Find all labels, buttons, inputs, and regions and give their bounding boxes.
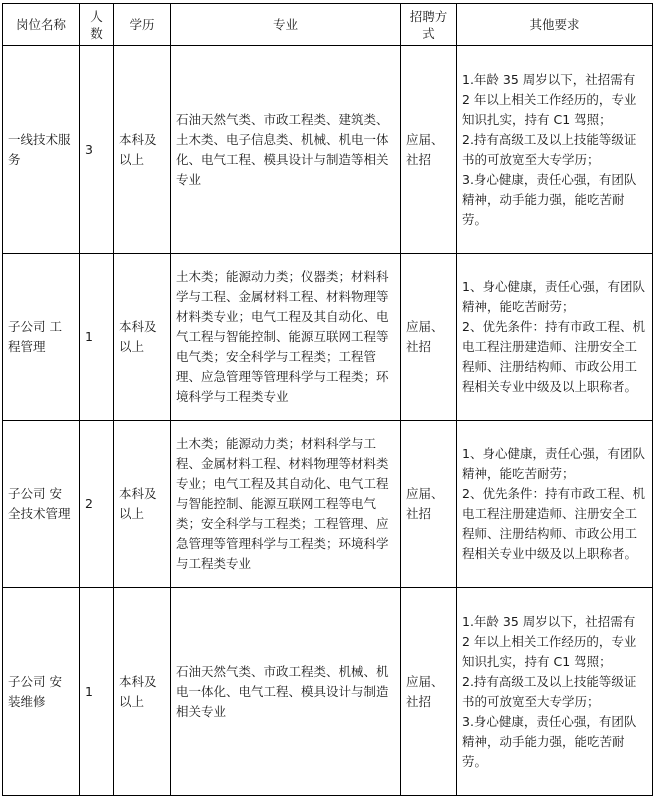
position-cell: 子公司 安全技术管理: [3, 421, 80, 588]
position-cell: 子公司 工程管理: [3, 254, 80, 421]
requirement-item: 1.年龄 35 周岁以下，社招需有 2 年以上相关工作经历的，专业知识扎实，持有 C1 驾照；: [462, 71, 637, 127]
requirements-cell: [457, 588, 653, 796]
requirement-item: 2、优先条件：持有市政工程、机电工程注册建造师、注册安全工程师、注册结构师、市政公用工程相关专业中级及以上职称者。: [462, 486, 645, 561]
table-row: [3, 588, 653, 796]
requirement-item: 1.年龄 35 周岁以下，社招需有 2 年以上相关工作经历的，专业知识扎实，持有 C1 驾照；: [462, 613, 637, 669]
mode-cell: 应届、社招: [401, 588, 457, 796]
requirement-item: 1、身心健康，责任心强，有团队精神，能吃苦耐劳；: [462, 279, 645, 314]
requirements-cell: [457, 254, 653, 421]
requirement-item: 3.身心健康，责任心强，有团队精神，动手能力强，能吃苦耐劳。: [462, 713, 637, 769]
header-count: 人数: [80, 4, 114, 46]
position-cell: 一线技术服务: [3, 46, 80, 254]
count-cell: 1: [80, 588, 114, 796]
requirements-cell: [457, 46, 653, 254]
count-cell: 2: [80, 421, 114, 588]
requirement-item: 2.持有高级工及以上技能等级证书的可放宽至大专学历；: [462, 673, 637, 709]
requirements-cell: [457, 421, 653, 588]
major-cell: 石油天然气类、市政工程类、建筑类、土木类、电子信息类、机械、机电一体化、电气工程、模具设计与制造等相关专业: [171, 46, 401, 254]
table-row: [3, 254, 653, 421]
mode-cell: 应届、社招: [401, 421, 457, 588]
header-major: 专业: [171, 4, 401, 46]
requirement-item: 1、身心健康，责任心强，有团队精神，能吃苦耐劳；: [462, 446, 645, 481]
major-cell: 土木类；能源动力类；仪器类；材料科学与工程、金属材料工程、材料物理等材料类专业；电气工程及其自动化、电气工程与智能控制、能源互联网工程等电气类；安全科学与工程类；工程管理、应急管理等管理科学与工程类；环境科学与工程类专业: [171, 254, 401, 421]
table-row: [3, 46, 653, 254]
position-cell: 子公司 安装维修: [3, 588, 80, 796]
major-cell: 土木类；能源动力类；材料科学与工程、金属材料工程、材料物理等材料类专业；电气工程及其自动化、电气工程与智能控制、能源互联网工程等电气类；安全科学与工程类；工程管理、应急管理等管理科学与工程类；环境科学与工程类专业: [171, 421, 401, 588]
major-cell: 石油天然气类、市政工程类、机械、机电一体化、电气工程、模具设计与制造相关专业: [171, 588, 401, 796]
education-cell: 本科及以上: [114, 254, 171, 421]
table-row: [3, 421, 653, 588]
count-cell: 1: [80, 254, 114, 421]
requirement-item: 3.身心健康，责任心强，有团队精神，动手能力强，能吃苦耐劳。: [462, 171, 637, 227]
education-cell: 本科及以上: [114, 588, 171, 796]
requirement-item: 2.持有高级工及以上技能等级证书的可放宽至大专学历；: [462, 131, 637, 167]
recruitment-table: [2, 3, 653, 796]
mode-cell: 应届、社招: [401, 254, 457, 421]
education-cell: 本科及以上: [114, 421, 171, 588]
header-education: 学历: [114, 4, 171, 46]
requirement-item: 2、优先条件：持有市政工程、机电工程注册建造师、注册安全工程师、注册结构师、市政公用工程相关专业中级及以上职称者。: [462, 319, 645, 394]
header-position: 岗位名称: [3, 4, 80, 46]
header-row: [3, 4, 653, 46]
header-requirements: 其他要求: [457, 4, 653, 46]
education-cell: 本科及以上: [114, 46, 171, 254]
header-mode: 招聘方式: [401, 4, 457, 46]
mode-cell: 应届、社招: [401, 46, 457, 254]
count-cell: 3: [80, 46, 114, 254]
